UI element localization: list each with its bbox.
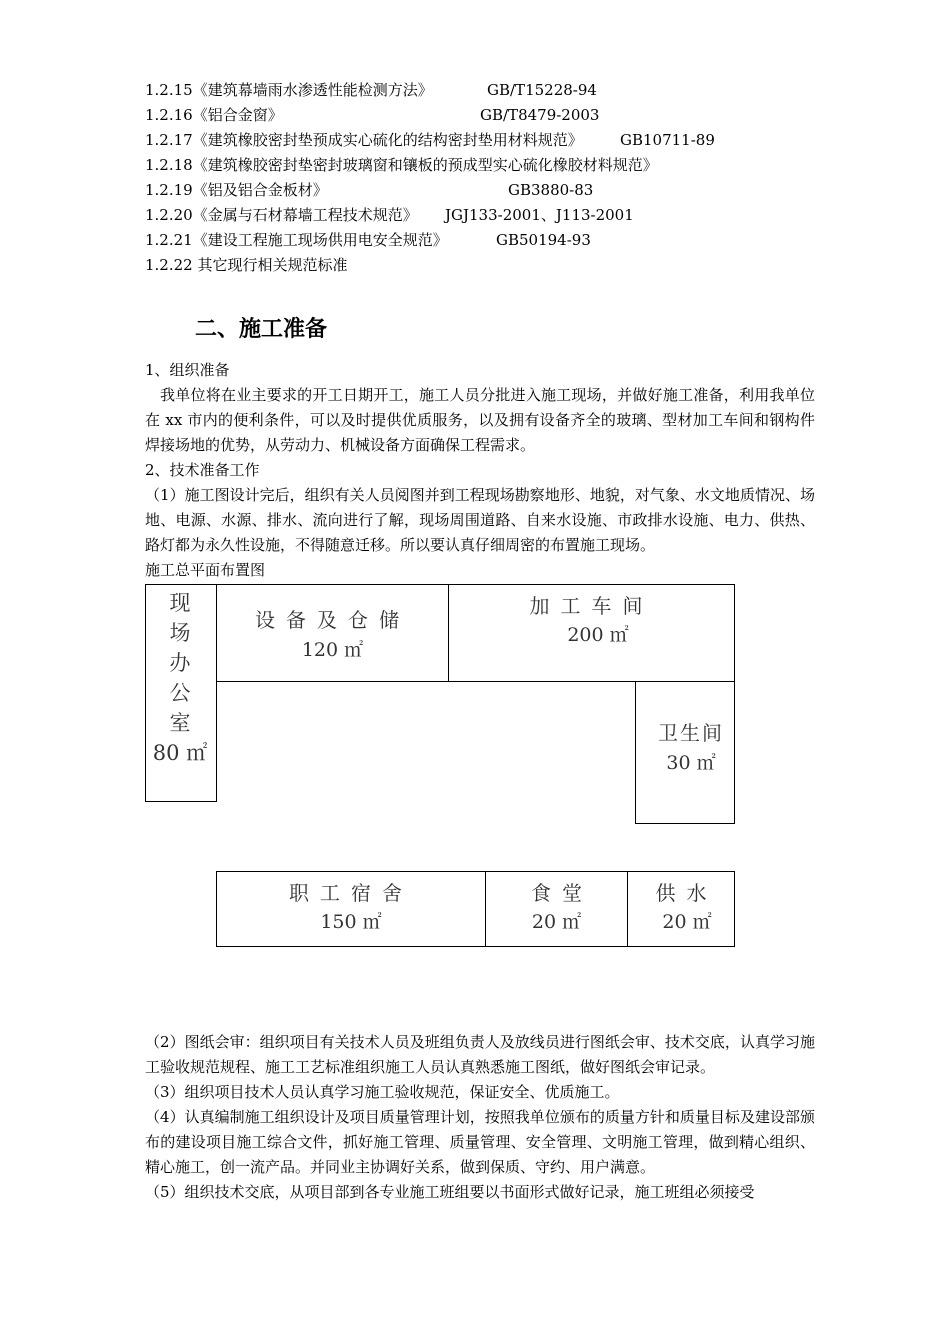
office-char: 办 [169,651,191,675]
office-area: 80 ㎡ [152,741,208,765]
water-name: 供水 [655,881,718,905]
standard-1-2-16: 1.2.16《铝合金窗》 [145,106,283,124]
tech-prep-item-5: （5）组织技术交底，从项目部到各专业施工班组要以书面形式做好记录，施工班组必须接受 [145,1183,755,1201]
standard-1-2-21: 1.2.21《建设工程施工现场供用电安全规范》 [145,231,448,249]
storage-name: 设备及仓储 [255,608,410,632]
standard-1-2-15: 1.2.15《建筑幕墙雨水渗透性能检测方法》 [145,81,433,99]
standard-code-1-2-20: JGJ133-2001、J113-2001 [445,206,634,224]
standard-code-1-2-17: GB10711-89 [620,131,715,149]
dorm-area: 150 ㎡ [320,911,382,933]
tech-prep-title: 2、技术准备工作 [145,461,260,479]
office-char: 室 [169,711,191,735]
office-char: 现 [169,591,191,615]
storage-area: 120 ㎡ [301,639,364,661]
office-label [145,588,215,768]
standard-code-1-2-19: GB3880-83 [508,181,594,199]
tech-prep-item-3: （3）组织项目技术人员认真学习施工验收规范，保证安全、优质施工。 [145,1083,620,1101]
standard-1-2-18: 1.2.18《建筑橡胶密封垫密封玻璃窗和镶板的预成型实心硫化橡胶材料规范》 [145,156,658,174]
standard-1-2-17: 1.2.17《建筑橡胶密封垫预成实心硫化的结构密封垫用材料规范》 [145,131,583,149]
dorm-name: 职工宿舍 [289,881,413,905]
canteen-name: 食堂 [531,881,593,905]
standard-1-2-22: 1.2.22 其它现行相关规范标准 [145,256,348,274]
workshop-name: 加工车间 [529,594,654,618]
tech-prep-item-1: （1）施工图设计完后，组织有关人员阅图并到工程现场勘察地形、地貌，对气象、水文地质情况、场地、电源、水源、排水、流向进行了解，现场周围道路、自来水设施、市政排水设施、电力、供热、路灯都为永久性设施，不得随意迁移。所以要认真仔细周密的布置施工现场。 [145,486,815,554]
workshop-area: 200 ㎡ [567,624,629,646]
org-prep-title: 1、组织准备 [145,361,230,379]
standard-1-2-19: 1.2.19《铝及铝合金板材》 [145,181,328,199]
standard-code-1-2-21: GB50194-93 [496,231,591,249]
standard-code-1-2-16: GB/T8479-2003 [480,106,600,124]
org-prep-body: 我单位将在业主要求的开工日期开工，施工人员分批进入施工现场，并做好施工准备，利用我单位在 xx 市内的便利条件，可以及时提供优质服务，以及拥有设备齐全的玻璃、型材加工车间和钢构件焊接场地的优势，从劳动力、机械设备方面确保工程需求。 [145,386,815,454]
layout-title: 施工总平面布置图 [145,561,266,579]
tech-prep-item-2: （2）图纸会审：组织项目有关技术人员及班组负责人及放线员进行图纸会审、技术交底，认真学习施工验收规范规程、施工工艺标准组织施工人员认真熟悉施工图纸，做好图纸会审记录。 [145,1033,815,1076]
toilet-name: 卫生间 [658,721,724,745]
water-area: 20 ㎡ [662,911,712,933]
toilet-area: 30 ㎡ [666,752,716,774]
office-char: 公 [169,681,191,705]
standard-code-1-2-15: GB/T15228-94 [487,81,597,99]
storage-box [216,584,449,682]
section-title: 二、施工准备 [195,316,328,342]
canteen-area: 20 ㎡ [531,911,582,933]
tech-prep-item-4: （4）认真编制施工组织设计及项目质量管理计划，按照我单位颁布的质量方针和质量目标及建设部颁布的建设项目施工综合文件，抓好施工管理、质量管理、安全管理、文明施工管理，做到精心组织、精心施工，创一流产品。并同业主协调好关系，做到保质、守约、用户满意。 [145,1108,815,1176]
standard-1-2-20: 1.2.20《金属与石材幕墙工程技术规范》 [145,206,418,224]
office-char: 场 [169,621,191,645]
